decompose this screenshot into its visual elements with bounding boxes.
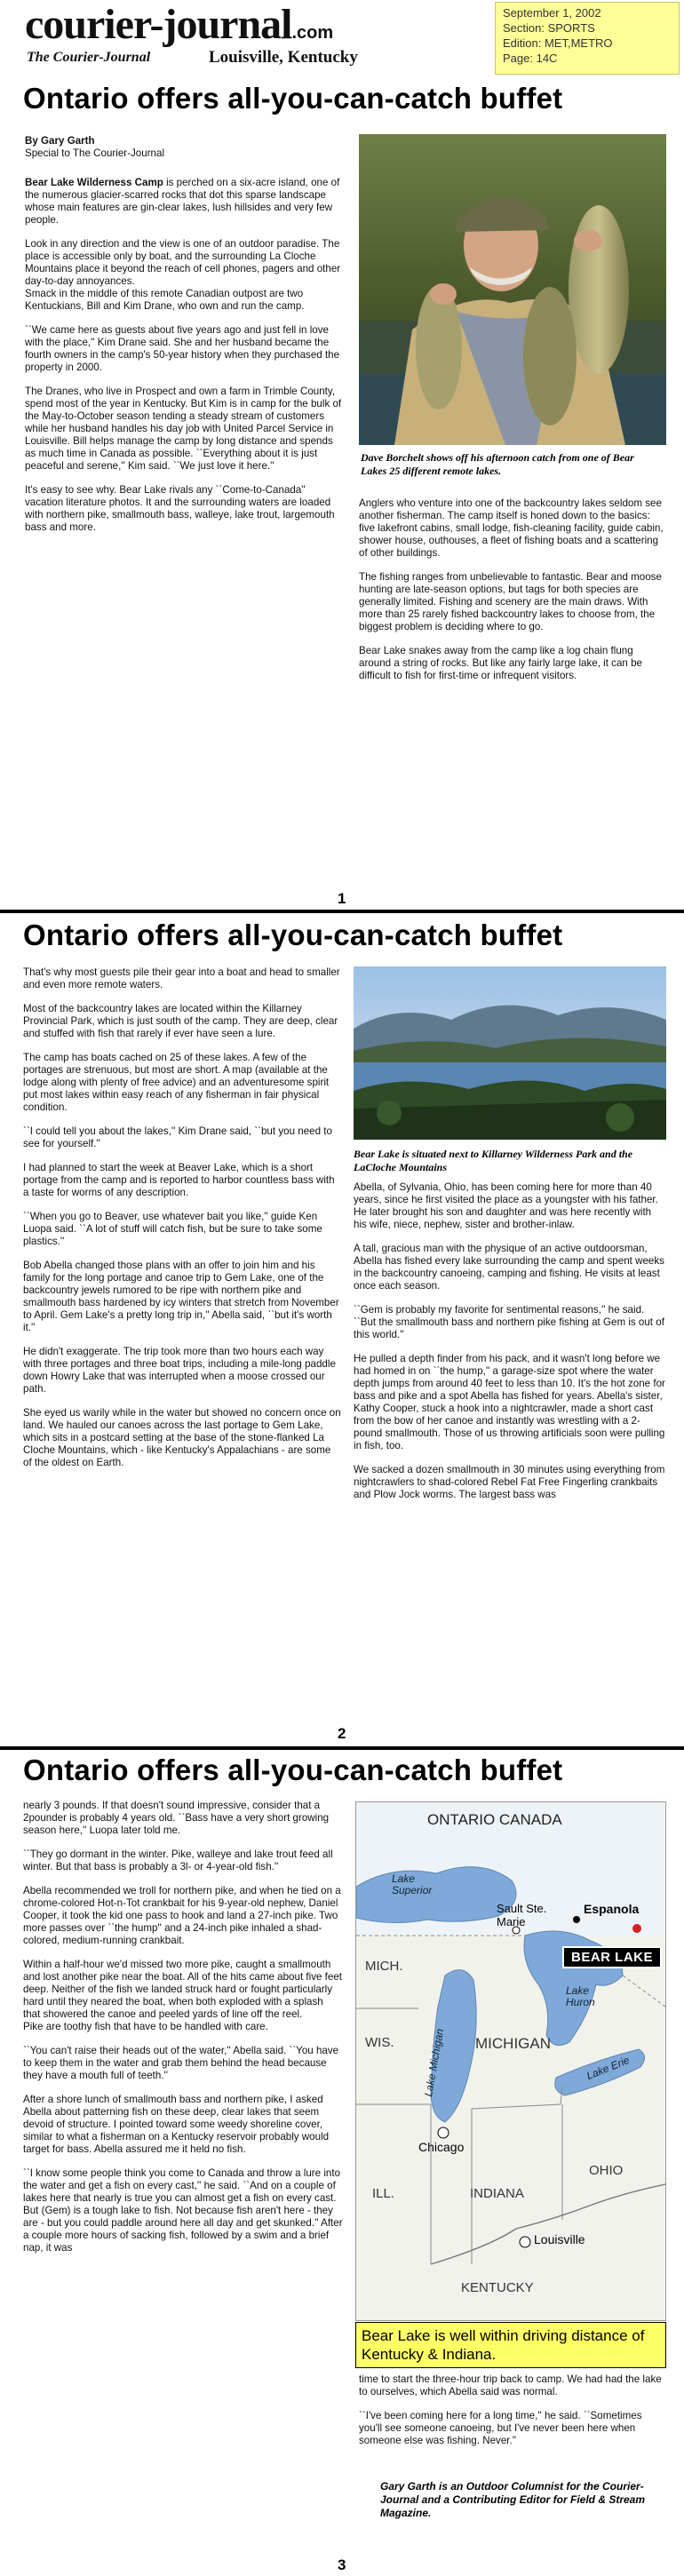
issue-page: Page: 14C <box>503 52 558 65</box>
paragraph: ``You can't raise their heads out of the water,'' Abella said. ``You have to keep them in the water and grab them behind the head because they have a mouth full of teeth.'' <box>23 2045 339 2081</box>
map-label-michigan: MICHIGAN <box>475 2035 551 2052</box>
paragraph: The Dranes, who live in Prospect and own a farm in Trimble County, spend most of the year in Kentucky. But Kim is in camp for the bulk of the May-to-October season tending a steady stream of customers while her husband handles his day job with United Parcel Service in Louisville. Bill helps manage the camp by long distance and spends as much time in Canada as possible. ``Everything about it is just peaceful and serene,'' Kim said. ``We just love it here.'' <box>25 386 342 472</box>
paragraph: Abella recommended we troll for northern pike, and when he tied on a chrome-colored Hot-n-Tot crankbait for his 9-year-old nephew, Daniel Cooper, it took the kid one pass to hook and land a 27-inch pike. Two more passes over ``the hump'' and a 24-inch pike inhaled a shad-colored, medium-running crankbait. <box>23 1885 341 1946</box>
paragraph: Look in any direction and the view is one of an outdoor paradise. The place is accessible only by boat, and the surrounding La Cloche Mountains place it beyond the reach of cell phones, pagers and other day-to-day annoyances. Smack in the middle of this remote Canadian outpost are two Kentuckians, Bill and Kim Drane, who own and run the camp. <box>25 238 341 312</box>
map-caption: Bear Lake is well within driving distance of Kentucky & Indiana. <box>355 2322 666 2368</box>
map-label-wis: WIS. <box>365 2035 394 2050</box>
paragraph: ``I could tell you about the lakes,'' Kim Drane said, ``but you need to see for yourself.'' <box>23 1125 332 1149</box>
paragraph: She eyed us warily while in the water but showed no concern once on land. We hauled our canoes across the last portage to Gem Lake, which sits in a postcard setting at the base of the stone-flanked La Cloche Mountains, which - like Kentucky's Appalachians - are some of the oldest on Earth. <box>23 1407 341 1468</box>
paragraph: ``I know some people think you come to Canada and throw a lure into the water and get a fish on every cast,'' he said. ``And on a couple of lakes here that nearly is true you can almost get a fish on every cast. But (Gem) is a tough lake to fish. Not because fish aren't here - they are - but you could paddle around here all day and get skunked.'' After a couple more hours of sacking fish, followed by a swim and a brief nap, it was <box>23 2167 343 2254</box>
headline-page-2: Ontario offers all-you-can-catch buffet <box>23 918 563 951</box>
map-label-espanola: Espanola <box>584 1902 640 1916</box>
page-divider <box>0 1746 684 1750</box>
page-number-1: 1 <box>338 890 346 907</box>
photo-caption-lake: Bear Lake is situated next to Killarney Wilderness Park and the LaCloche Mountains <box>354 1148 633 1173</box>
map-label-sault: Sault Ste. Marie <box>497 1902 547 1928</box>
headline-page-1: Ontario offers all-you-can-catch buffet <box>23 82 563 115</box>
headline-page-3: Ontario offers all-you-can-catch buffet <box>23 1753 563 1786</box>
map-label-country: ONTARIO CANADA <box>427 1811 562 1828</box>
paragraph: Bear Lake snakes away from the camp like a log chain flung around a string of rocks. But like any fairly large lake, it can be difficult to fish for first-time or infrequent visitors. <box>359 645 642 681</box>
map-label-bear-lake: BEAR LAKE <box>562 1946 662 1968</box>
paragraph: It's easy to see why. Bear Lake rivals any ``Come-to-Canada'' vacation literature photos. It and the surrounding waters are loaded with northern pike, smallmouth bass, walleye, lake trout, largemouth bass and more. <box>25 484 335 533</box>
paragraph: The camp has boats cached on 25 of these lakes. A few of the portages are strenuous, but most are short. A map (available at the lodge along with plenty of free advice) and an adventuresome spirit put most lakes within easy reach of any fisherman in fair physical condition. <box>23 1052 330 1113</box>
byline-sub: Special to The Courier-Journal <box>25 147 165 159</box>
paragraph: After a shore lunch of smallmouth bass and northern pike, I asked Abella about patterning fish on these deep, clear lakes that seem devoid of structure. I pointed toward some weedy shoreline cover, similar to what a fisherman on a Kentucky reservoir probably would target for bass. Abella assured me it held no fish. <box>23 2094 330 2155</box>
paragraph: That's why most guests pile their gear into a boat and head to smaller and even more remote waters. <box>23 966 340 990</box>
article-column-p3-left <box>23 1800 343 2266</box>
paragraph: Within a half-hour we'd missed two more pike, caught a smallmouth and lost another pike near the boat. All of the hits came about five feet deep. Neither of the fish we landed struck hard or fought particularly hard until they neared the boat, when both exploded with a splash that showered the canoe and peeled yards of line off the reel. Pike are toothy fish that have to be handled with care. <box>23 1959 342 2032</box>
byline: By Gary Garth <box>25 135 95 147</box>
paragraph: ``We came here as guests about five years ago and just fell in love with the place,'' Kim Drane said. She and her husband became the fourth owners in the camp's 50-year history when they purchased the property in 2000. <box>25 324 340 373</box>
map-label-ill: ILL. <box>372 2186 395 2201</box>
paragraph: ``When you go to Beaver, use whatever bait you like,'' guide Ken Luopa said. ``A lot of stuff will catch fish, but be sure to take some plastics.'' <box>23 1211 322 1247</box>
paragraph: Abella, of Sylvania, Ohio, has been coming here for more than 40 years, since he first visited the place as a youngster with his father. He later brought his son and daughter and was here recently with his wife, niece, nephew, sister and brother-inlaw. <box>354 1181 658 1230</box>
issue-info-box <box>495 2 680 75</box>
page-number-3: 3 <box>338 2556 346 2573</box>
page-divider <box>0 910 684 913</box>
map-label-chicago: Chicago <box>418 2140 465 2154</box>
paragraph: He pulled a depth finder from his pack, and it wasn't long before we had homed in on ``the hump,'' a garage-size spot where the water depth jumps from around 40 feet to less than 10. It's the hot zone for bass and pike and a spot Abella has fished for years. Abella's sister, Kathy Cooper, stuck a hook into a nightcrawler, made a short cast from the bow of her canoe and instantly was wrestling with a 2-pound smallmouth. Those of us throwing artificials soon were pulling in fish, too. <box>354 1353 665 1451</box>
paragraph: I had planned to start the week at Beaver Lake, which is a short portage from the camp and is reported to harbor countless bass with a taste for worms of any description. <box>23 1162 335 1198</box>
paragraph: The fishing ranges from unbelievable to fantastic. Bear and moose hunting are late-season options, but tags for both species are generally limited. Fishing and scenery are the main draws. With more than 25 rarely fished backcountry lakes to choose from, the biggest problem is deciding where to go. <box>359 571 662 632</box>
paragraph: Bear Lake Wilderness Camp is perched on a six-acre island, one of the numerous glacier-scarred rocks that dot this sparse landscape whose main features are gin-clear lakes, lush hillsides and very few people. <box>25 177 340 226</box>
region-map <box>355 1801 666 2321</box>
masthead-subtitle: The Courier-Journal <box>27 50 151 65</box>
map-label-kentucky: KENTUCKY <box>461 2280 534 2295</box>
paragraph: time to start the three-hour trip back to camp. We had had the lake to ourselves, which Abella said was normal. <box>359 2373 662 2397</box>
map-label-lake-huron: Lake Huron <box>566 1984 595 2008</box>
map-label-louisville: Louisville <box>534 2232 585 2246</box>
issue-edition: Edition: MET,METRO <box>503 36 613 50</box>
paragraph: Anglers who venture into one of the backcountry lakes seldom see another fisherman. The camp itself is honed down to the basics: five lakefront cabins, small lodge, fish-cleaning facility, guide cabin, shower house, outhouses, a fleet of fishing boats and a scattering of other buildings. <box>359 497 664 559</box>
paragraph: ``They go dormant in the winter. Pike, walleye and lake trout feed all winter. But that bass is probably a 3l- or 4-year-old fish.'' <box>23 1849 333 1872</box>
map-label-lake-superior: Lake Superior <box>392 1872 433 1896</box>
issue-date: September 1, 2002 <box>503 6 601 20</box>
photo-caption-fisherman: Dave Borchelt shows off his afternoon catch from one of Bear Lakes 25 different remote lakes. <box>361 451 634 477</box>
article-column-p2-left <box>23 966 341 1481</box>
paragraph: He didn't exaggerate. The trip took more than two hours each way with three portages and three boat trips, including a mile-long paddle down Howry Lake that was interrupted when a moose crossed our path. <box>23 1346 336 1395</box>
author-note: Gary Garth is an Outdoor Columnist for the Courier-Journal and a Contributing Editor for Field & Stream Magazine. <box>380 2480 646 2519</box>
paragraph: ``I've been coming here for a long time,'' he said. ``Sometimes you'll see someone canoeing, but I've never been here when someone else was fishing. Never.'' <box>359 2410 642 2446</box>
masthead-name: courier-journal <box>25 1 292 48</box>
photo-lake-landscape <box>354 966 666 1140</box>
paragraph: We sacked a dozen smallmouth in 30 minutes using everything from nightcrawlers to shad-colored Rebel Fat Free Fingerling crankbaits and Plow Jock worms. The largest bass was <box>354 1464 665 1500</box>
paragraph: Most of the backcountry lakes are located within the Killarney Provincial Park, which is just south of the camp. They are deep, clear and stuffed with fish that rarely if ever have seen a lure. <box>23 1003 338 1039</box>
masthead-city: Louisville, Kentucky <box>209 48 358 67</box>
paragraph: ``Gem is probably my favorite for sentimental reasons,'' he said. ``But the smallmouth bass and northern pike fishing at Gem is out of this world.'' <box>354 1304 664 1340</box>
issue-section: Section: SPORTS <box>503 21 595 35</box>
lead-in: Bear Lake Wilderness Camp <box>25 177 163 188</box>
map-label-lake-erie: Lake Erie <box>585 2054 632 2082</box>
paragraph: Bob Abella changed those plans with an offer to join him and his family for the long portage and canoe trip to Gem Lake, one of the backcountry jewels rumored to be ripe with northern pike and smallmouth bass hardened by icy winters that stretch from November to April. Gem Lake's a pretty long trip in,'' Abella said, ``but it's worth it.'' <box>23 1260 339 1333</box>
map-label-lake-michigan: Lake Michigan <box>422 2027 447 2098</box>
map-label-indiana: INDIANA <box>470 2186 524 2201</box>
paragraph: nearly 3 pounds. If that doesn't sound impressive, consider that a 2pounder is probably 4 years old. ``Bass have a very short growing season here,'' Luopa later told me. <box>23 1800 330 1836</box>
byline-block <box>25 135 345 160</box>
article-column-p1-left <box>25 177 346 545</box>
article-column-p1-right <box>359 497 666 694</box>
paragraph: A tall, gracious man with the physique of an active outdoorsman, Abella has fished every lake surrounding the camp and spent weeks in the backcountry canoeing, camping and fishing. He visits at least once each season. <box>354 1243 664 1292</box>
page-number-2: 2 <box>338 1725 346 1742</box>
masthead-dotcom: .com <box>291 23 334 43</box>
article-column-p2-right <box>354 1181 666 1513</box>
map-label-mich-upper: MICH. <box>365 1959 403 1974</box>
article-column-p3-right <box>359 2373 666 2459</box>
map-label-ohio: OHIO <box>589 2163 624 2178</box>
photo-fisherman <box>359 134 666 445</box>
